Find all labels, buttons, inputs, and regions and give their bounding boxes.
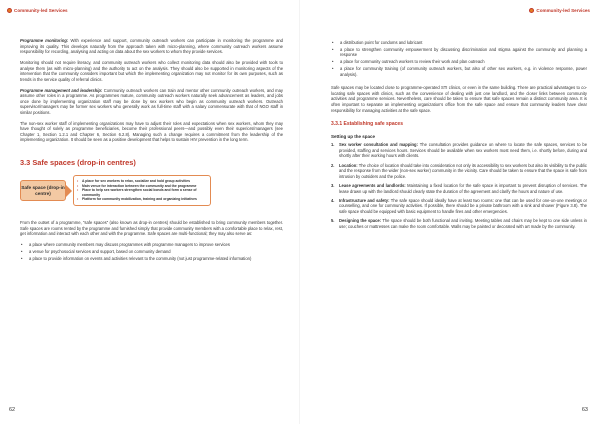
setup-step-item: 5. Designing the space: The space should be both functional and inviting. Meeting tables and chairs may be kept to one side unless in use; couches or mattresses can make the room comfortable. Walls may be painted or decorated with art made by the community. bbox=[331, 218, 587, 229]
programme-monitoring-lead: Programme monitoring: bbox=[20, 38, 69, 43]
list-item: • a place to provide information on events and activities relevant to the community (not just programme-related information) bbox=[20, 256, 283, 262]
programme-monitoring-body: With experience and support, community outreach workers can participate in monitoring the programme and improving its quality. This develops naturally from the approach taken with micro-planning, where community outreach workers assume responsibility for recording, analysing and acting on data about the sex workers to whom they provide services. bbox=[20, 38, 283, 55]
section-marker-icon bbox=[7, 8, 12, 13]
safe-space-function-item: • A place for sex workers to relax, socialize and hold group activities bbox=[77, 179, 204, 184]
right-header-title: Community-led Services bbox=[536, 8, 590, 13]
arrow-right-icon bbox=[66, 185, 72, 197]
right-page bbox=[300, 0, 600, 424]
monitoring-literacy-paragraph: Monitoring should not require literacy, and community outreach workers who collect monitoring data should also be provided with tools to analyse them (as with micro-planning) and the authority to act on the analysis. They should also be supported in monitoring aspects of the intervention that the community considers important but which the implementing organization may not monitor for its own purposes, such as trends in the service quality of referral clinics. bbox=[20, 59, 283, 82]
safe-space-uses-list-continued bbox=[331, 40, 587, 77]
safe-space-functions-list bbox=[73, 175, 211, 206]
safe-space-diagram bbox=[20, 175, 283, 206]
setup-step-item: 2. Location: The choice of location should take into consideration not only its accessibility to sex workers but also its visibility to the public and the response from the wider (non-sex worker) community in the vicinity. Care should be taken to ensure that the space is safe from intrusion by outsiders and the police. bbox=[331, 162, 587, 179]
setup-step-item: 1. Sex worker consultation and mapping: The consultation provides guidance on where to locate the safe spaces, services to be provided, staffing and services hours. Services should be available when sex workers most need them, i.e. shortly before, during and shortly after their working hours with clients. bbox=[331, 142, 587, 159]
subsection-title-establishing-safe-spaces: 3.3.1 Establishing safe spaces bbox=[331, 121, 403, 128]
programme-management-body: Community outreach workers can train and mentor other community outreach workers, and may assume other roles in a programme. As programmes mature, community outreach workers naturally seek advancement as leaders, and jobs once done by implementing organization staff may be done by sex workers who begin as community outreach workers. Outreach supervisor/managers may be former sex workers who generally work as full-time staff with a salary commensurate with that of NGO staff in similar positions. bbox=[20, 87, 283, 115]
list-item: • a place to strengthen community empowerment by discussing discrimination and stigma against the community and planning a response bbox=[331, 47, 587, 58]
left-header-title: Community-led Services bbox=[14, 8, 68, 13]
list-item: • a place for community outreach workers to review their work and plan outreach bbox=[331, 59, 587, 65]
non-sex-worker-staff-paragraph: The non-sex worker staff of implementing organizations may have to adjust their roles and expectations when sex workers, whom they may have thought of solely as programme beneficiaries, become their professional peers—and possibly even their superiors/managers (see Chapter 1, Section 1.2.1 and Chapter 6, Section 6.2.8). Managing such a change requires a commitment from the leadership of the implementing organization. It should be seen as a positive development that helps to sustain HIV prevention in the long term. bbox=[20, 120, 283, 143]
left-page-header bbox=[7, 8, 68, 14]
safe-space-uses-list bbox=[20, 242, 283, 261]
page-number-right: 63 bbox=[581, 407, 588, 414]
safe-space-label-box: Safe space (drop-in centre) bbox=[20, 180, 66, 201]
section-marker-icon bbox=[529, 8, 534, 13]
setup-steps-list bbox=[331, 142, 587, 229]
setup-step-item: 4. Infrastructure and safety: The safe space should ideally have at least two rooms: one that can be used for one-on-one meetings or counselling, and one for community activities. If possible, there should be a private bathroom with a sink and shower (Figure 3.8). The safe space should be equipped with basic equipment to handle fires and other emergencies. bbox=[331, 197, 587, 214]
right-column bbox=[331, 40, 587, 233]
safe-space-function-item: • Platform for community mobilization, training and organizing initiatives bbox=[77, 197, 204, 202]
setup-step-item: 3. Lease agreements and landlords: Maintaining a fixed location for the safe space is important to prevent disruption of services. The lease drawn up with the landlord should clearly state the duration of the agreement and clarify the hours and nature of use. bbox=[331, 183, 588, 194]
right-page-header bbox=[529, 8, 590, 14]
page-number-left: 62 bbox=[9, 407, 16, 414]
safe-space-function-item: • Main venue for interaction between the community and the programme bbox=[77, 184, 204, 189]
list-item: • a place where community members may discuss programmes with programme managers to improve services bbox=[20, 242, 283, 248]
programme-monitoring-paragraph bbox=[20, 38, 283, 55]
section-title-safe-spaces: 3.3 Safe spaces (drop-in centres) bbox=[20, 158, 136, 168]
safe-space-function-item: • Place to help sex workers strengthen social bonds and form a sense of community bbox=[77, 188, 204, 197]
safe-spaces-intro-paragraph: From the outset of a programme, “safe spaces” (also known as drop-in centres) should be established to bring community members together. Safe spaces are rooms rented by the programme and furnished simply that provide community members with a comfortable place to relax, rest, get information and interact with each other and with the programme. Safe spaces are multi-functional; they may also serve as: bbox=[20, 220, 283, 237]
setting-up-space-heading: Setting up the space bbox=[331, 133, 376, 139]
left-column bbox=[20, 38, 283, 262]
list-item: • a distribution point for condoms and lubricant bbox=[331, 40, 587, 46]
co-location-paragraph: Safe spaces may be located close to programme-operated STI clinics, or even in the same building. There are practical advantages to co-locating safe spaces with clinics, such as the convenience of dealing with just one landlord, and the closer links between community activities and programme services. Nevertheless, care should be taken to ensure that safe spaces remain a distinct community area. It is often important to separate an implementing organization’s office from the safe space and ensure that community leaders have clear responsibility for managing activities at the safe space. bbox=[331, 85, 587, 113]
list-item: • a place for community training (of community outreach workers, but also of other sex workers, e.g. in violence response, power analysis). bbox=[331, 66, 587, 77]
list-item: • a venue for psychosocial services and support, based on community demand bbox=[20, 249, 283, 255]
programme-management-paragraph bbox=[20, 88, 283, 116]
programme-management-lead: Programme management and leadership: bbox=[20, 87, 103, 93]
